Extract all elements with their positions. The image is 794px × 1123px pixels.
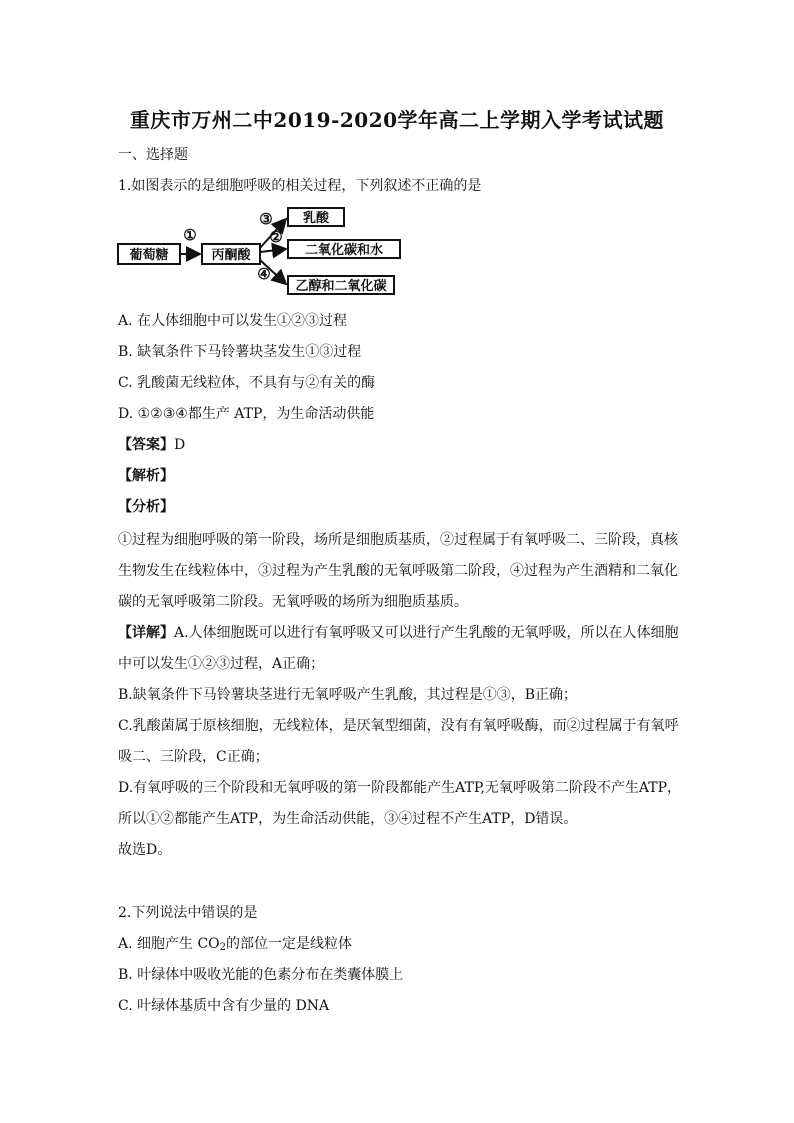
detail-d: D.有氧呼吸的三个阶段和无氧呼吸的第一阶段都能产生ATP,无氧呼吸第二阶段不产生ATP，所以①②都能产生ATP，为生命活动供能，③④过程不产生ATP，D错误。 xyxy=(118,780,681,827)
fenxi-text xyxy=(118,525,684,618)
q1-option-d: D. ①②③④都生产 ATP，为生命活动供能 xyxy=(118,406,375,422)
question-2-stem: 2.下列说法中错误的是 xyxy=(118,905,258,921)
co2-subscript: 2 xyxy=(219,942,227,953)
q1-option-b: B. 缺氧条件下马铃薯块茎发生①③过程 xyxy=(118,344,362,360)
question-1-stem: 1.如图表示的是细胞呼吸的相关过程，下列叙述不正确的是 xyxy=(118,178,482,194)
q1-answer xyxy=(118,435,185,455)
detail-label: 【详解】 xyxy=(118,625,174,641)
q2-option-c: C. 叶绿体基质中含有少量的 DNA xyxy=(118,998,330,1014)
lactic-label: 乳酸 xyxy=(302,211,330,226)
respiration-diagram xyxy=(116,202,406,298)
co2-water-label: 二氧化碳和水 xyxy=(304,243,384,258)
marker-2: ② xyxy=(269,228,283,246)
detail-a xyxy=(118,618,684,680)
arrow-2 xyxy=(260,249,286,252)
q2-option-a-post: 的部位一定是线粒体 xyxy=(226,936,353,952)
marker-3: ③ xyxy=(259,210,273,228)
page-title: 重庆市万州二中2019-2020学年高二上学期入学考试试题 xyxy=(129,108,665,132)
pyruvate-label: 丙酮酸 xyxy=(211,248,251,263)
detail-a-text: A.人体细胞既可以进行有氧呼吸又可以进行产生乳酸的无氧呼吸，所以在人体细胞中可以发生①②③过程，A正确； xyxy=(118,625,679,672)
detail-c: C.乳酸菌属于原核细胞，无线粒体，是厌氧型细菌，没有有氧呼吸酶，而②过程属于有氧呼吸二、三阶段，C正确； xyxy=(118,718,679,765)
q1-option-c: C. 乳酸菌无线粒体，不具有与②有关的酶 xyxy=(118,375,376,391)
conclusion: 故选D。 xyxy=(118,842,172,858)
analysis-label: 【解析】 xyxy=(118,468,174,484)
glucose-label: 葡萄糖 xyxy=(129,248,169,263)
ethanol-label: 乙醇和二氧化碳 xyxy=(295,279,387,294)
marker-4: ④ xyxy=(257,265,271,283)
q1-option-a: A. 在人体细胞中可以发生①②③过程 xyxy=(118,313,348,329)
detail-b: B.缺氧条件下马铃薯块茎进行无氧呼吸产生乳酸，其过程是①③，B正确； xyxy=(118,687,578,703)
detail-block xyxy=(118,618,684,866)
answer-value: D xyxy=(174,437,186,453)
answer-label: 【答案】 xyxy=(118,437,174,453)
fenxi-label: 【分析】 xyxy=(118,499,174,515)
marker-1: ① xyxy=(183,226,197,244)
fenxi-paragraph: ①过程为细胞呼吸的第一阶段，场所是细胞质基质，②过程属于有氧呼吸二、三阶段，真核生物发生在线粒体中，③过程为产生乳酸的无氧呼吸第二阶段，④过程为产生酒精和二氧化碳的无氧呼吸第二阶段。无氧呼吸的场所为细胞质基质。 xyxy=(118,532,678,610)
section-heading: 一、选择题 xyxy=(118,147,188,163)
q2-option-a xyxy=(118,934,352,958)
q2-option-a-pre: A. 细胞产生 CO xyxy=(118,936,220,952)
q2-option-b: B. 叶绿体中吸收光能的色素分布在类囊体膜上 xyxy=(118,967,404,983)
